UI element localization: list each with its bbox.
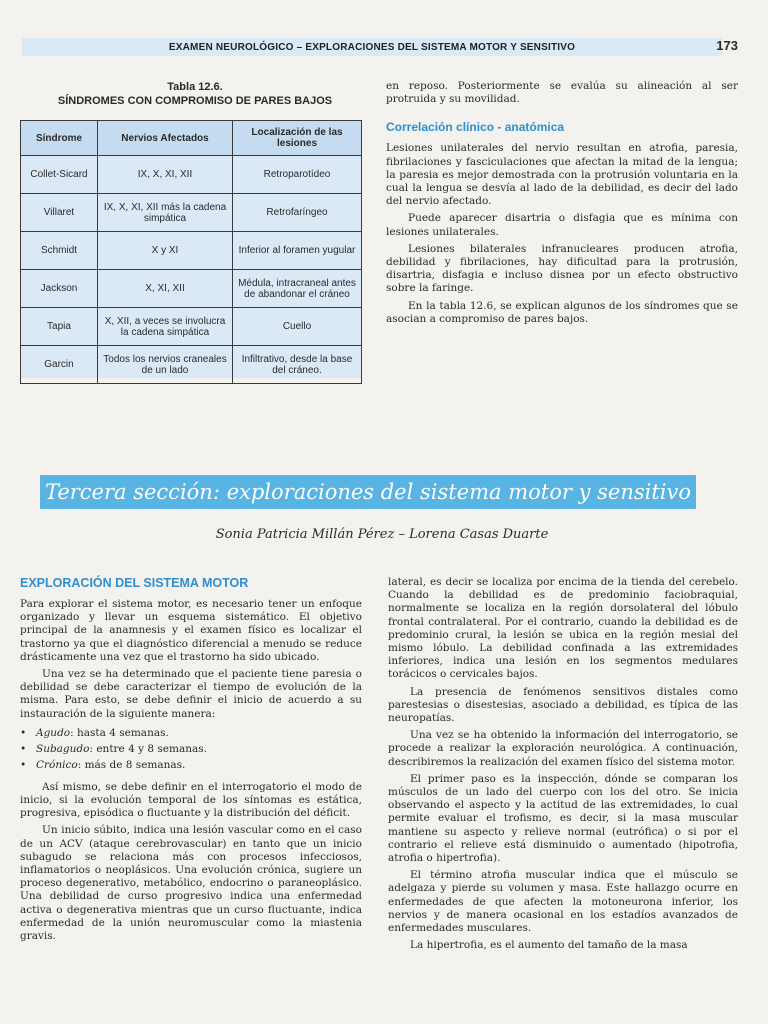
table-cell: Cuello [233, 308, 362, 346]
paragraph: Una vez se ha determinado que el paciente tiene paresia o debilidad se debe caracterizar el tiempo de evolución de la misma. Para esto, se debe definir el inicio de acuerdo a su instauración de la siguiente manera: [20, 668, 362, 720]
subsection-heading: Correlación clínico - anatómica [386, 120, 565, 135]
table-cell: Tapia [21, 308, 98, 346]
table-cell: Villaret [21, 194, 98, 232]
onset-term: Agudo [36, 726, 71, 739]
table-cell: Infiltrativo, desde la base del cráneo. [233, 346, 362, 384]
table-row [21, 308, 362, 346]
table-row [21, 156, 362, 194]
paragraph: La presencia de fenómenos sensitivos distales como parestesias o disestesias, asociado a debilidad, es típica de las neuropatías. [388, 685, 738, 725]
authors: Sonia Patricia Millán Pérez – Lorena Casas Duarte [215, 527, 549, 542]
table-row [21, 270, 362, 308]
table-cell: Garcin [21, 346, 98, 384]
paragraph: Una vez se ha obtenido la información del interrogatorio, se procede a realizar la exploración neurológica. A continuación, describiremos la realización del examen físico del sistema motor. [388, 729, 738, 768]
paragraph: en reposo. Posteriormente se evalúa su alineación al ser protruida y su movilidad. [386, 80, 738, 106]
section-title: Tercera sección: exploraciones del sistema motor y sensitivo [44, 480, 692, 504]
table-cell: X y XI [98, 232, 233, 270]
syndrome-table-wrapper [20, 120, 362, 378]
table-cell: Collet-Sicard [21, 156, 98, 194]
paragraph: Puede aparecer disartria o disfagia que es mínima con lesiones unilaterales. [386, 212, 738, 238]
right-top-column [386, 80, 738, 330]
table-row [21, 346, 362, 384]
table-cell: Retrofaríngeo [233, 194, 362, 232]
left-column [20, 576, 362, 947]
table-cell: Médula, intracraneal antes de abandonar el cráneo [233, 270, 362, 308]
onset-term: Crónico [36, 758, 78, 771]
onset-desc: : más de 8 semanas. [77, 758, 186, 771]
table-cell: Todos los nervios craneales de un lado [98, 346, 233, 384]
running-head-bar [22, 38, 722, 56]
onset-term: Subagudo [36, 742, 90, 755]
onset-desc: : entre 4 y 8 semanas. [89, 742, 207, 755]
column-header: Localización de las lesiones [233, 121, 362, 156]
paragraph: Lesiones unilaterales del nervio resultan en atrofia, paresia, fibrilaciones y fasciculaciones que afectan la mitad de la lengua; la paresia es mejor demostrada con la protrusión voluntaria en la cual la lengua se desvía al lado de la debilidad, es decir del lado del nervio afectado. [386, 142, 738, 208]
list-item [20, 741, 362, 757]
table-cell: IX, X, XI, XII más la cadena simpática [98, 194, 233, 232]
table-number: Tabla 12.6. [167, 81, 223, 93]
list-item [20, 757, 362, 773]
paragraph: Un inicio súbito, indica una lesión vascular como en el caso de un ACV (ataque cerebrovascular) en tanto que un inicio subagudo se relaciona más con procesos infecciosos, inflamatorios o neoplásicos. Una evolución crónica, sugiere un proceso degenerativo, metabólico, endocrino o paraneoplásico. Una debilidad de curso progresivo indica una enfermedad activa o degenerativa mientras que un curso fluctuante, indica enfermedad de la unión neuromuscular como la miastenia gravis. [20, 824, 362, 943]
table-row [21, 194, 362, 232]
right-column [388, 576, 738, 956]
table-header-row [21, 121, 362, 156]
table-cell: IX, X, XI, XII [98, 156, 233, 194]
paragraph: En la tabla 12.6, se explican algunos de los síndromes que se asocian a compromiso de pares bajos. [386, 299, 738, 325]
paragraph: Para explorar el sistema motor, es necesario tener un enfoque organizado y llevar un esquema sistemático. El objetivo principal de la anamnesis y el examen físico es localizar el trastorno ya que el diagnóstico diferencial a menudo se reduce drásticamente una vez que el trastorno ha sido ubicado. [20, 598, 362, 663]
paragraph: El primer paso es la inspección, dónde se comparan los músculos de un lado del cuerpo con los del otro. Se inicia observando el aspecto y la actitud de las extremidades, lo cual permite evaluar el trofismo, es decir, si la masa muscular mantiene su aspecto y relieve normal (eutrófica) o si por el contrario el relieve está disminuido o aumentado (hipotrofia, atrofia o hipertrofia). [388, 772, 738, 865]
table-cell: Jackson [21, 270, 98, 308]
paragraph: lateral, es decir se localiza por encima de la tienda del cerebelo. Cuando la debilidad es de predominio faciobraquial, normalmente se localiza en la región dorsolateral del lóbulo frontal contralateral. Por el contrario, cuando la debilidad es de predominio crural, la lesión se ubica en la región mesial del mismo lóbulo. La debilidad confinada a las extremidades inferiores, indica una lesión en los segmentos medulares torácicos o cervicales bajos. [388, 576, 738, 681]
paragraph: Así mismo, se debe definir en el interrogatorio el modo de inicio, si la evolución temporal de los síntomas es estática, progresiva, episódica o fluctuante y la distribución del déficit. [20, 780, 362, 820]
table-cell: Schmidt [21, 232, 98, 270]
onset-desc: : hasta 4 semanas. [70, 726, 169, 739]
list-item [20, 725, 362, 741]
paragraph: El término atrofia muscular indica que el músculo se adelgaza y pierde su volumen y masa. Este hallazgo ocurre en enfermedades de que afecten la motoneurona inferior, los nervios y de manera ocasional en los estadíos avanzados de enfermedades musculares. [388, 869, 738, 935]
table-cell: Retroparotídeo [233, 156, 362, 194]
section-banner [40, 475, 696, 509]
paragraph: La hipertrofia, es el aumento del tamaño de la masa [410, 939, 688, 952]
paragraph: Lesiones bilaterales infranucleares producen atrofia, debilidad y fibrilaciones, hay dificultad para la protrusión, disartria, disfagia e incluso disnea por un efecto obstructivo sobre la faringe. [386, 242, 738, 295]
table-caption [22, 80, 368, 108]
table-row [21, 232, 362, 270]
running-head: EXAMEN NEUROLÓGICO – EXPLORACIONES DEL SISTEMA MOTOR Y SENSITIVO [168, 41, 576, 53]
column-header: Nervios Afectados [98, 121, 233, 156]
column-header: Síndrome [21, 121, 98, 156]
section-heading: EXPLORACIÓN DEL SISTEMA MOTOR [20, 576, 249, 590]
table-cell: X, XI, XII [98, 270, 233, 308]
table-cell: Inferior al foramen yugular [233, 232, 362, 270]
table-cell: X, XII, a veces se involucra la cadena simpática [98, 308, 233, 346]
table-title: SÍNDROMES CON COMPROMISO DE PARES BAJOS [57, 95, 333, 107]
onset-list [20, 725, 362, 773]
page-number: 173 [716, 38, 738, 53]
syndrome-table [20, 120, 362, 384]
